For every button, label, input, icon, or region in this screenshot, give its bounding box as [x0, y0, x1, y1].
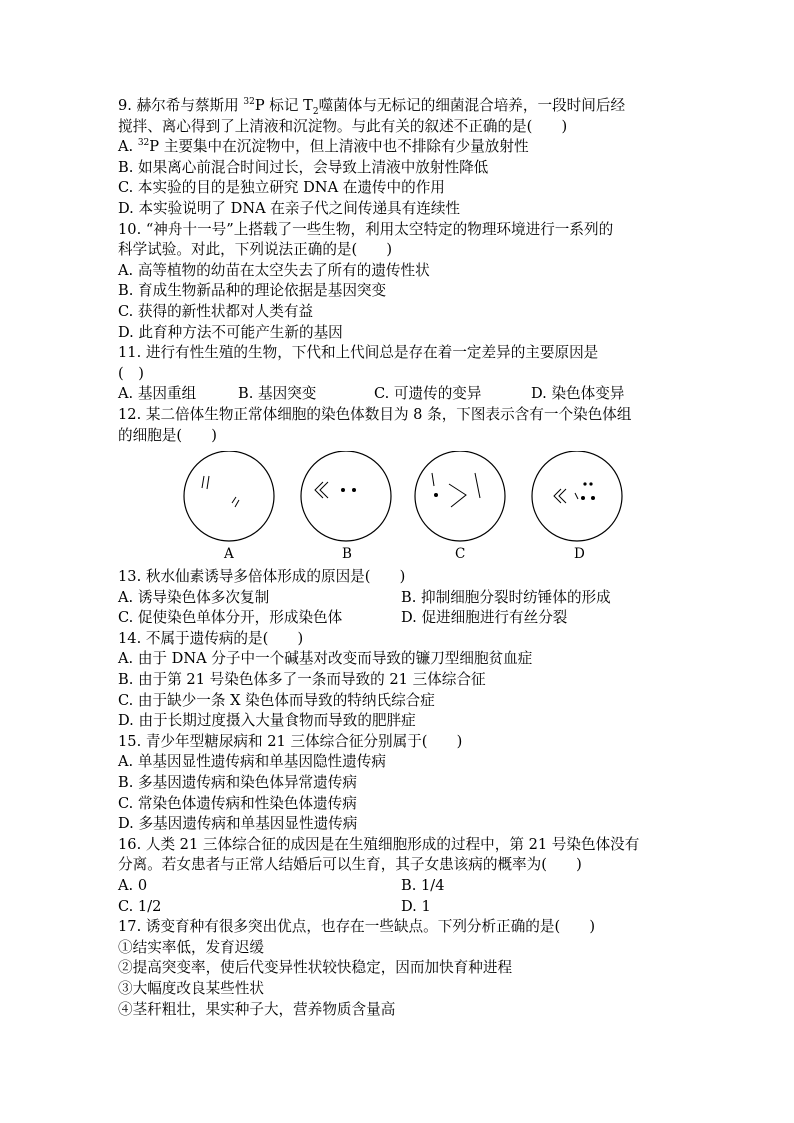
q16-option-a: A. 0: [118, 877, 148, 894]
q14-option-c: C. 由于缺少一条 X 染色体而导致的特纳氏综合症: [118, 691, 435, 709]
q11-option-b: B. 基因突变: [238, 385, 317, 403]
q10-option-d: D. 此育种方法不可能产生新的基因: [118, 323, 343, 341]
q15-option-d: D. 多基因遗传病和单基因显性遗传病: [118, 815, 358, 833]
q11-options: [118, 384, 678, 405]
cell-label-d: D: [574, 546, 585, 563]
q11-stem-line2: ( ): [118, 364, 144, 382]
q15-option-c: C. 常染色体遗传病和性染色体遗传病: [118, 794, 357, 812]
q15-stem: 15. 青少年型糖尿病和 21 三体综合征分别属于( ): [118, 732, 463, 750]
q13-options-row1: [118, 588, 678, 609]
q10-option-c: C. 获得的新性状都对人类有益: [118, 302, 314, 320]
q9-option-b: B. 如果离心前混合时间过长，会导致上清液中放射性降低: [118, 158, 489, 176]
cell-label-a: A: [224, 546, 234, 563]
q12-stem-line2: 的细胞是( ): [118, 426, 217, 444]
q13-option-c: C. 促使染色单体分开，形成染色体: [118, 609, 343, 627]
q14-option-d: D. 由于长期过度摄入大量食物而导致的肥胖症: [118, 712, 416, 730]
q9-stem-line1: 9. 赫尔希与蔡斯用 $^{32}$P 标记 $T_2$噬菌体与无标记的细菌混合培养，一段时间后经: [118, 97, 626, 117]
q11-stem-line1: 11. 进行有性生殖的生物，下代和上代间总是存在着一定差异的主要原因是: [118, 344, 599, 362]
cell-b-diagram: [301, 451, 391, 541]
q15-option-a: A. 单基因显性遗传病和单基因隐性遗传病: [118, 753, 386, 771]
q9-stem-line2: 搅拌、离心得到了上清液和沉淀物。与此有关的叙述不正确的是( ): [118, 117, 568, 135]
q16-options-row1: [118, 876, 678, 897]
q14-option-b: B. 由于第 21 号染色体多了一条而导致的 21 三体综合征: [118, 671, 486, 689]
cell-d-diagram: [532, 451, 622, 541]
q13-option-b: B. 抑制细胞分裂时纺锤体的形成: [401, 588, 611, 606]
q16-options-row2: [118, 897, 678, 918]
cell-label-b: B: [342, 546, 352, 563]
cell-label-c: C: [455, 546, 466, 563]
q17-statement-1: ①结实率低，发育迟缓: [118, 938, 264, 956]
q14-stem: 14. 不属于遗传病的是( ): [118, 629, 304, 647]
q17-stem: 17. 诱变育种有很多突出优点，也存在一些缺点。下列分析正确的是( ): [118, 918, 596, 936]
q16-option-b: B. 1/4: [401, 877, 445, 894]
q11-option-d: D. 染色体变异: [531, 385, 625, 403]
q16-option-c: C. 1/2: [118, 897, 162, 915]
q16-option-d: D. 1: [401, 897, 431, 915]
q16-stem-line1: 16. 人类 21 三体综合征的成因是在生殖细胞形成的过程中，第 21 号染色体没有: [118, 835, 640, 853]
q13-options-row2: [118, 608, 678, 629]
cell-diagrams: [118, 451, 678, 547]
q11-option-a: A. 基因重组: [118, 385, 197, 403]
q13-stem: 13. 秋水仙素诱导多倍体形成的原因是( ): [118, 568, 406, 586]
cell-c-diagram: [415, 451, 505, 541]
q12-cell-figure: [118, 451, 678, 567]
q15-option-b: B. 多基因遗传病和染色体异常遗传病: [118, 774, 357, 792]
q16-stem-line2: 分离。若女患者与正常人结婚后可以生育，其子女患该病的概率为( ): [118, 856, 582, 874]
q12-stem-line1: 12. 某二倍体生物正常体细胞的染色体数目为 8 条，下图表示含有一个染色体组: [118, 405, 632, 423]
q17-statement-3: ③大幅度改良某些性状: [118, 979, 264, 997]
cell-a-diagram: [184, 451, 274, 541]
q10-stem-line2: 科学试验。对此，下列说法正确的是( ): [118, 241, 393, 259]
q9-option-c: C. 本实验的目的是独立研究 DNA 在遗传中的作用: [118, 179, 445, 197]
q11-option-c: C. 可遗传的变异: [374, 385, 482, 403]
q9-option-d: D. 本实验说明了 DNA 在亲子代之间传递具有连续性: [118, 199, 461, 217]
q13-option-d: D. 促进细胞进行有丝分裂: [401, 609, 568, 627]
exam-page: [118, 96, 678, 1020]
q17-statement-2: ②提高突变率，使后代变异性状较快稳定，因而加快育种进程: [118, 959, 513, 977]
q14-option-a: A. 由于 DNA 分子中一个碱基对改变而导致的镰刀型细胞贫血症: [118, 650, 533, 668]
q10-stem-line1: 10. “神舟十一号”上搭载了一些生物，利用太空特定的物理环境进行一系列的: [118, 220, 614, 238]
q9-option-a: A. $^{32}$P 主要集中在沉淀物中，但上清液中也不排除有少量放射性: [118, 138, 529, 156]
q17-statement-4: ④茎秆粗壮，果实种子大，营养物质含量高: [118, 1000, 396, 1018]
q10-option-b: B. 育成生物新品种的理论依据是基因突变: [118, 282, 387, 300]
q10-option-a: A. 高等植物的幼苗在太空失去了所有的遗传性状: [118, 261, 430, 279]
q13-option-a: A. 诱导染色体多次复制: [118, 588, 270, 606]
